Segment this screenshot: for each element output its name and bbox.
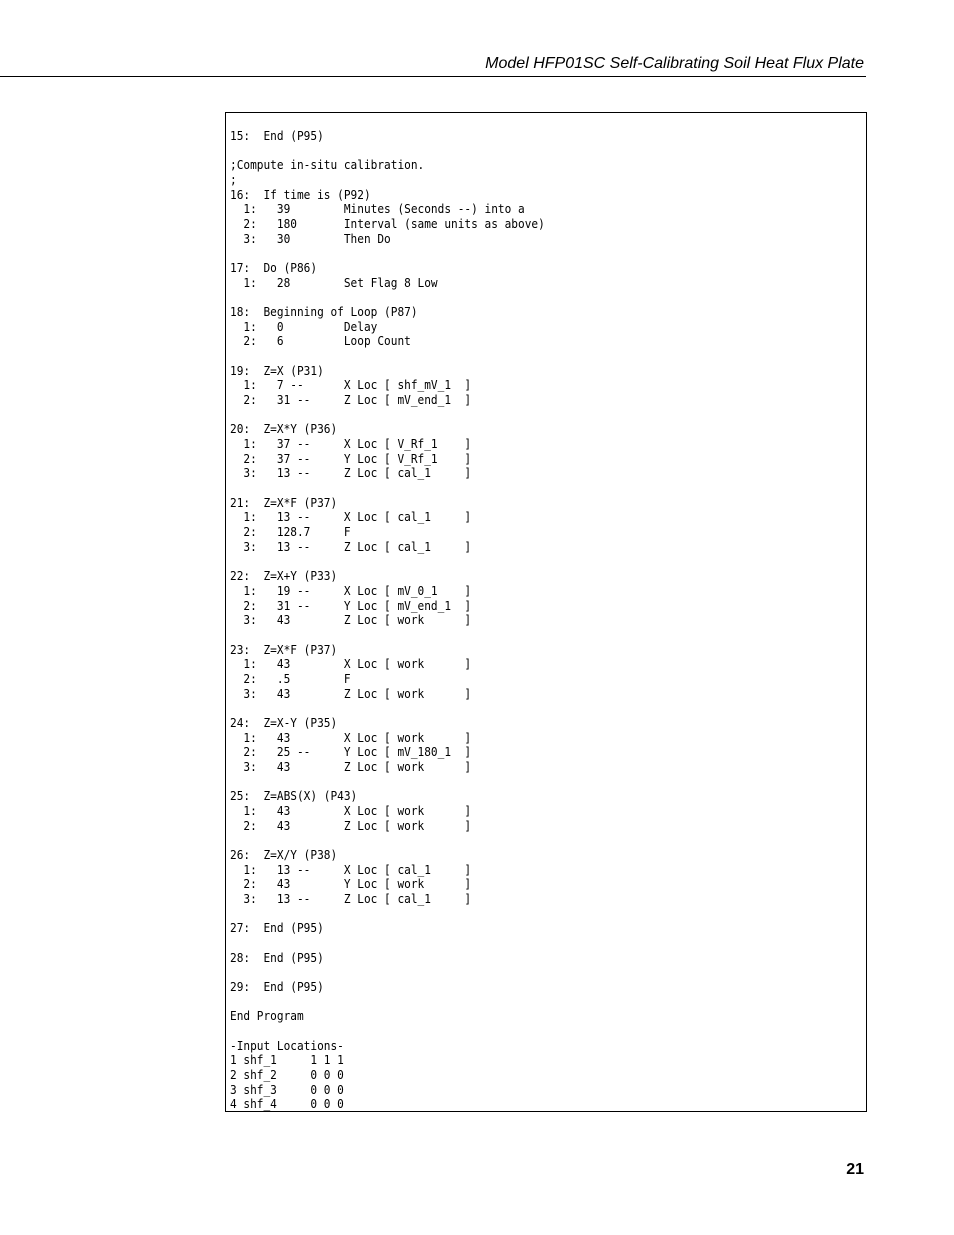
listing-line: 2: 128.7 F (230, 524, 351, 540)
listing-line (230, 701, 545, 716)
listing-line: 15: End (P95) (230, 128, 324, 143)
listing-line: 3: 43 Z Loc [ work ] (230, 612, 472, 628)
listing-line: 25: Z=ABS(X) (P43) (230, 788, 358, 804)
listing-line: 2: 31 -- Z Loc [ mV_end_1 ] (230, 392, 472, 408)
listing-line: 3: 13 -- Z Loc [ cal_1 ] (230, 890, 472, 906)
listing-line: 1: 43 X Loc [ work ] (230, 656, 472, 672)
listing-line: 2: 37 -- Y Loc [ V_Rf_1 ] (230, 450, 472, 466)
listing-line: 2 shf_2 0 0 0 (230, 1067, 344, 1082)
listing-line: End Program (230, 1008, 304, 1024)
listing-line: 1: 19 -- X Loc [ mV_0_1 ] (230, 582, 472, 598)
program-listing-box (225, 112, 867, 1112)
listing-line (230, 481, 545, 496)
listing-line (230, 290, 545, 305)
listing-line: 2: 25 -- Y Loc [ mV_180_1 ] (230, 744, 472, 760)
listing-line: 27: End (P95) (230, 920, 324, 936)
listing-line (230, 144, 545, 159)
listing-line (230, 936, 545, 951)
listing-line: 1 shf_1 1 1 1 (230, 1052, 344, 1068)
listing-line: 16: If time is (P92) (230, 186, 371, 202)
listing-line: 1: 0 Delay (230, 318, 378, 334)
listing-line (230, 628, 545, 643)
listing-line: 23: Z=X*F (P37) (230, 641, 338, 657)
listing-line: 3: 30 Then Do (230, 230, 391, 246)
listing-line: 1: 39 Minutes (Seconds --) into a (230, 201, 525, 217)
listing-line: 1: 37 -- X Loc [ V_Rf_1 ] (230, 436, 472, 452)
listing-line: 2: 180 Interval (same units as above) (230, 216, 545, 232)
listing-line (230, 965, 545, 980)
listing-line: 1: 43 X Loc [ work ] (230, 802, 472, 818)
listing-line: 22: Z=X+Y (P33) (230, 568, 338, 584)
listing-line: 2: .5 F (230, 670, 351, 686)
listing-line: 3 shf_3 0 0 0 (230, 1081, 344, 1097)
listing-line: 24: Z=X-Y (P35) (230, 714, 338, 730)
running-header: Model HFP01SC Self-Calibrating Soil Heat Flux Plate (485, 55, 864, 72)
listing-line (230, 775, 545, 790)
listing-line: 1: 13 -- X Loc [ cal_1 ] (230, 509, 472, 525)
listing-line: ;Compute in-situ calibration. (230, 157, 425, 173)
listing-line: 28: End (P95) (230, 949, 324, 965)
listing-line: 19: Z=X (P31) (230, 362, 324, 378)
listing-line (230, 408, 545, 423)
listing-line: ; (230, 172, 237, 188)
listing-line: 21: Z=X*F (P37) (230, 494, 338, 510)
listing-line: -Input Locations- (230, 1037, 344, 1053)
listing-line: 2: 43 Z Loc [ work ] (230, 817, 472, 833)
listing-line (230, 554, 545, 569)
listing-line: 3: 13 -- Z Loc [ cal_1 ] (230, 538, 472, 554)
listing-line (230, 349, 545, 364)
listing-line: 4 shf_4 0 0 0 (230, 1096, 344, 1112)
listing-line: 1: 43 X Loc [ work ] (230, 729, 472, 745)
listing-line: 3: 13 -- Z Loc [ cal_1 ] (230, 465, 472, 481)
listing-line: 2: 6 Loop Count (230, 333, 411, 349)
listing-line (230, 833, 545, 848)
listing-line: 2: 43 Y Loc [ work ] (230, 876, 472, 892)
header-rule (0, 76, 866, 77)
listing-line: 20: Z=X*Y (P36) (230, 421, 338, 437)
listing-line: 1: 28 Set Flag 8 Low (230, 274, 438, 290)
listing-line: 18: Beginning of Loop (P87) (230, 304, 418, 320)
listing-line: 29: End (P95) (230, 978, 324, 994)
listing-line: 1: 7 -- X Loc [ shf_mV_1 ] (230, 377, 472, 393)
program-listing (230, 129, 584, 1112)
listing-line: 3: 43 Z Loc [ work ] (230, 685, 472, 701)
listing-line: 26: Z=X/Y (P38) (230, 846, 338, 862)
listing-line (230, 907, 545, 922)
listing-line: 1: 13 -- X Loc [ cal_1 ] (230, 861, 472, 877)
listing-line: 2: 31 -- Y Loc [ mV_end_1 ] (230, 597, 472, 613)
listing-line: 3: 43 Z Loc [ work ] (230, 758, 472, 774)
listing-line (230, 995, 545, 1010)
listing-line: 17: Do (P86) (230, 260, 318, 276)
listing-line (230, 246, 545, 261)
listing-line (230, 1024, 545, 1039)
page-number: 21 (846, 1161, 864, 1178)
